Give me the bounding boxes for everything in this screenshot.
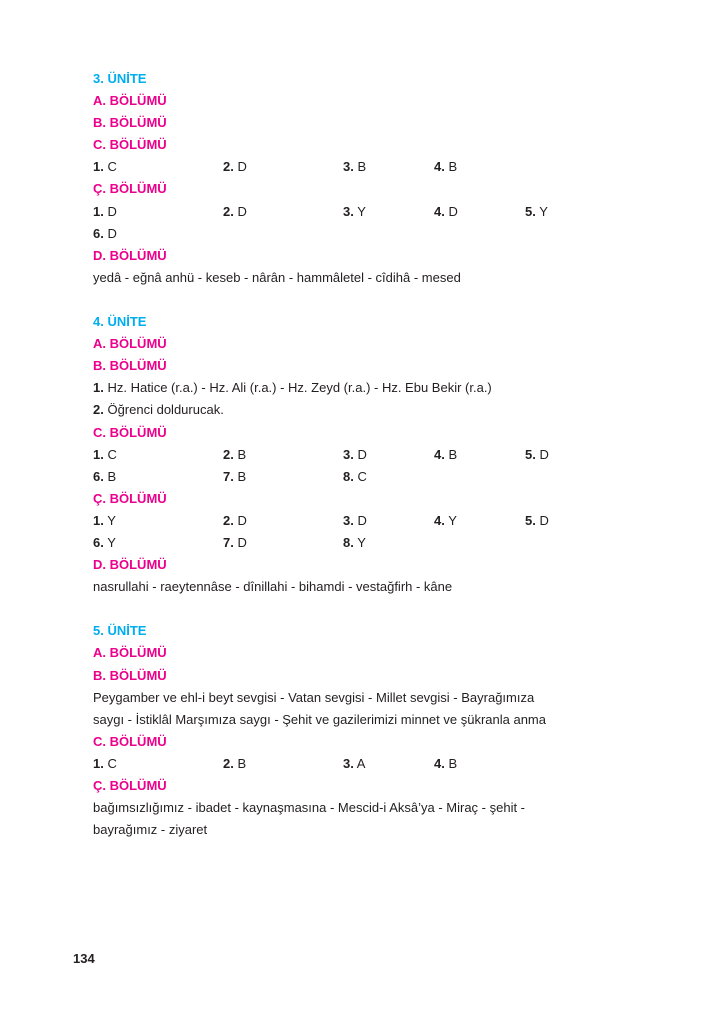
answer-value: B [448,159,458,175]
answer-item [93,532,223,554]
answer-value: B [107,468,117,484]
answer-item [93,156,223,178]
answer-key-content [93,68,593,841]
section-heading: B. BÖLÜMÜ [93,358,167,374]
answer-item [223,201,343,223]
answer-row [93,156,593,178]
question-number: 5. [525,203,536,219]
unit-title: 3. ÜNİTE [93,71,147,86]
answer-text-line: Peygamber ve ehl-i beyt sevgisi - Vatan sevgisi - Millet sevgisi - Bayrağımıza [93,689,535,705]
section-heading: B. BÖLÜMÜ [93,115,167,131]
question-number: 7. [223,534,234,550]
answer-value: D [107,203,117,219]
question-number: 3. [343,159,354,175]
answer-value: Y [357,534,366,550]
answer-value: D [357,512,367,528]
answer-item [343,156,434,178]
answer-item [93,466,223,488]
answer-text-line: bağımsızlığımız - ibadet - kaynaşmasına - Mescid-i Aksâ’ya - Miraç - şehit - [93,800,526,816]
answer-value: B [237,446,247,462]
question-number: 1. [93,380,104,396]
question-number: 6. [93,468,104,484]
answer-value: B [357,159,367,175]
question-number: 5. [525,446,536,462]
answer-row [93,466,593,488]
question-number: 2. [223,446,234,462]
answer-item [223,444,343,466]
answer-item [434,510,525,532]
answer-value: D [237,159,247,175]
question-number: 4. [434,446,445,462]
answer-value: C [107,446,117,462]
answer-value: B [237,468,247,484]
answer-value: Y [107,534,116,550]
unit-spacer [93,289,593,311]
question-number: 4. [434,203,445,219]
question-number: 4. [434,159,445,175]
answer-value: D [539,512,549,528]
question-number: 1. [93,203,104,219]
section-heading: D. BÖLÜMÜ [93,247,167,263]
answer-value: A [356,755,366,771]
answer-row [93,532,593,554]
answer-value: D [237,534,247,550]
answer-item [93,753,223,775]
question-number: 2. [223,755,234,771]
question-number: 4. [434,512,445,528]
section-heading: B. BÖLÜMÜ [93,667,167,683]
answer-item [343,753,434,775]
answer-row [93,201,593,223]
answer-item [434,753,525,775]
question-number: 3. [343,512,354,528]
answer-item [223,532,343,554]
unit-title: 5. ÜNİTE [93,623,147,639]
question-number: 7. [223,468,234,484]
answer-text: Öğrenci doldurucak. [107,402,224,418]
unit-title: 4. ÜNİTE [93,314,147,330]
question-number: 4. [434,755,445,771]
numbered-answer-line [93,377,593,399]
question-number: 3. [343,755,354,771]
answer-item [343,201,434,223]
answer-item [223,753,343,775]
answer-item [343,466,434,488]
answer-item [93,510,223,532]
answer-text: Hz. Hatice (r.a.) - Hz. Ali (r.a.) - Hz. Zeyd (r.a.) - Hz. Ebu Bekir (r.a.) [107,380,492,396]
answer-value: Y [539,203,548,219]
answer-item [93,444,223,466]
answer-item [223,510,343,532]
question-number: 8. [343,468,354,484]
section-heading: Ç. BÖLÜMÜ [93,778,167,793]
answer-item [525,444,585,466]
question-number: 1. [93,446,104,462]
question-number: 1. [93,755,104,771]
question-number: 2. [223,203,234,219]
answer-item [434,156,525,178]
answer-item [223,466,343,488]
page-number: 134 [73,951,95,966]
answer-value: B [448,446,458,462]
answer-value: Y [107,512,116,528]
answer-row [93,223,593,245]
section-heading: Ç. BÖLÜMÜ [93,490,167,506]
answer-row [93,444,593,466]
answer-item [525,510,585,532]
answer-row [93,510,593,532]
answer-item [343,444,434,466]
answer-item [93,223,223,245]
section-heading: C. BÖLÜMÜ [93,137,167,153]
question-number: 6. [93,534,104,550]
answer-row [93,753,593,775]
answer-item [343,532,434,554]
section-heading: D. BÖLÜMÜ [93,557,167,573]
answer-text-line: saygı - İstiklâl Marşımıza saygı - Şehit ve gazilerimizi minnet ve şükranla anma [93,711,546,727]
section-heading: C. BÖLÜMÜ [93,733,167,749]
answer-item [93,201,223,223]
question-number: 8. [343,534,354,550]
answer-item [343,510,434,532]
question-number: 1. [93,512,104,528]
answer-value: D [237,512,247,528]
section-heading: A. BÖLÜMÜ [93,336,167,352]
answer-value: B [237,755,247,771]
question-number: 1. [93,159,104,175]
question-number: 3. [343,203,354,219]
answer-value: D [237,203,247,219]
answer-text-line: bayrağımız - ziyaret [93,822,208,838]
answer-value: C [107,755,117,771]
answer-text-line: yedâ - eğnâ anhü - keseb - nârân - hammâletel - cîdihâ - mesed [93,269,461,285]
answer-text-line: nasrullahi - raeytennâse - dînillahi - bihamdi - vestağfirh - kâne [93,579,453,595]
answer-value: Y [448,512,457,528]
answer-item [434,201,525,223]
answer-item [525,201,585,223]
question-number: 2. [223,512,234,528]
answer-item [434,444,525,466]
answer-value: D [357,446,367,462]
question-number: 3. [343,446,354,462]
question-number: 2. [93,402,104,418]
answer-item [223,156,343,178]
unit-spacer [93,598,593,620]
answer-value: Y [357,203,366,219]
question-number: 5. [525,512,536,528]
question-number: 6. [93,225,104,241]
answer-value: C [107,159,117,175]
section-heading: C. BÖLÜMÜ [93,424,167,440]
section-heading: A. BÖLÜMÜ [93,645,167,661]
question-number: 2. [223,159,234,175]
section-heading: A. BÖLÜMÜ [93,93,167,109]
answer-value: D [107,225,117,241]
numbered-answer-line [93,399,593,421]
answer-value: D [448,203,458,219]
answer-value: B [448,755,458,771]
answer-value: C [357,468,367,484]
section-heading: Ç. BÖLÜMÜ [93,181,167,197]
answer-value: D [539,446,549,462]
